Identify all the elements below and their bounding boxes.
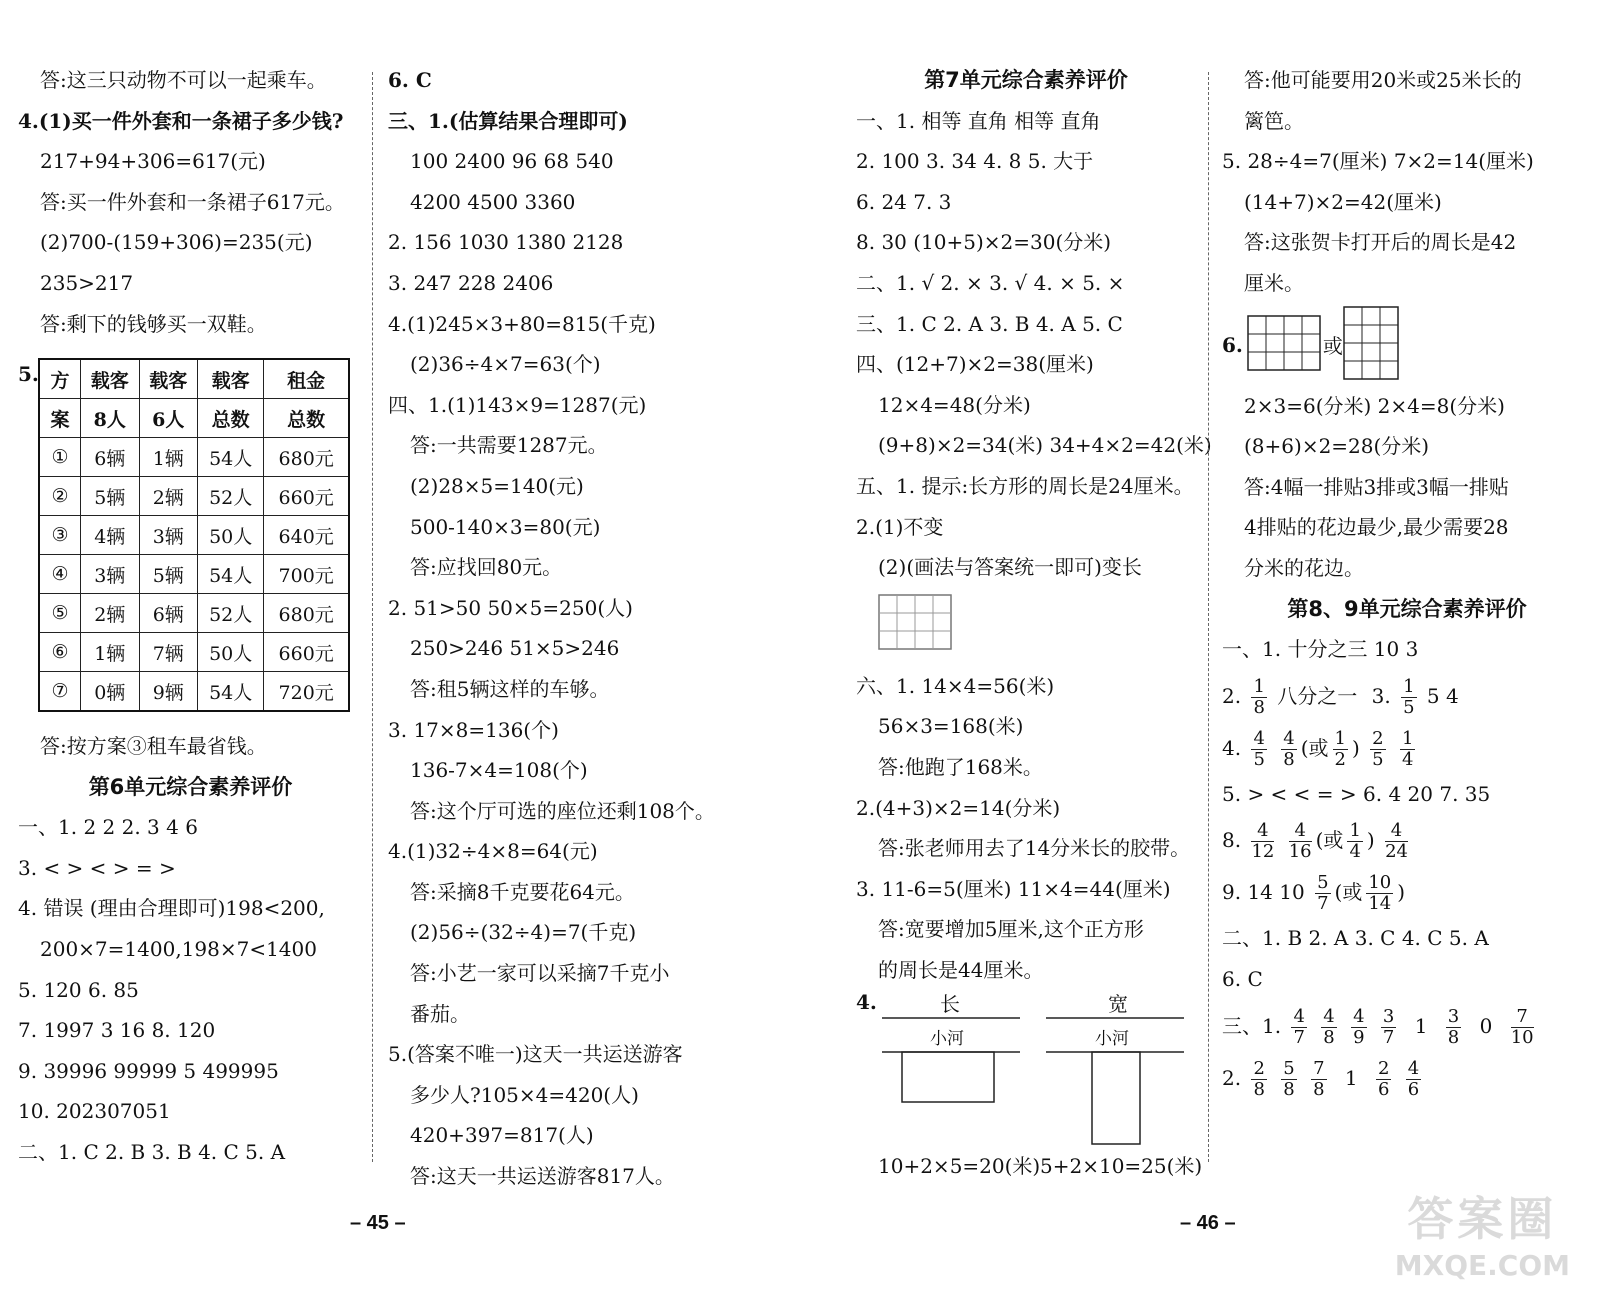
fraction: $\frac{3}{8}$ — [1447, 1005, 1460, 1048]
fraction: $\frac{4}{8}$ — [1283, 727, 1295, 770]
item-number: 9. 14 10 — [1222, 880, 1305, 905]
diagram-left-head: 长 — [940, 992, 960, 1016]
fraction-text: 八分之一 — [1277, 683, 1358, 708]
answer-line: 答:一共需要1287元。 — [410, 433, 608, 458]
river-label-right: 小河 — [1095, 1029, 1129, 1049]
fraction: $\frac{1}{5}$ — [1403, 675, 1415, 718]
answer-line: (2)700-(159+306)=235(元) — [40, 230, 313, 255]
table-cell: 680元 — [264, 438, 349, 477]
fraction: $\frac{7}{8}$ — [1313, 1057, 1325, 1100]
or-label: 或 — [1322, 334, 1343, 359]
page2-left-column — [856, 60, 1212, 990]
answer-line: 2. 156 1030 1380 2128 — [388, 230, 624, 255]
answer-line: (2)56÷(32÷4)=7(千克) — [410, 920, 637, 945]
answer-line: 四、1.(1)143×9=1287(元) — [388, 392, 647, 417]
header-cell: 载客 — [139, 359, 198, 399]
diagram-right-formula: 5+2×10=25(米) — [1040, 1154, 1203, 1178]
answer-line: 6. C — [388, 68, 432, 92]
answer-line: 5. 28÷4=7(厘米) 7×2=14(厘米) — [1222, 149, 1534, 174]
answer-line: 4排贴的花边最少,最少需要28 — [1244, 515, 1509, 540]
answer-line: 五、1. 提示:长方形的周长是24厘米。 — [856, 473, 1194, 498]
answer-line: 答:这个厅可选的座位还剩108个。 — [410, 798, 715, 823]
answer-line: 一、1. 相等 直角 相等 直角 — [856, 108, 1101, 133]
answer-line: 答:这三只动物不可以一起乘车。 — [40, 68, 327, 92]
fraction: $\frac{4}{7}$ — [1293, 1005, 1305, 1048]
answer-line: (14+7)×2=42(厘米) — [1244, 189, 1442, 214]
answer-line: 答:剩下的钱够买一双鞋。 — [40, 311, 267, 336]
fraction-line-4 — [1222, 722, 1592, 774]
fraction: $\frac{4}{5}$ — [1253, 727, 1265, 770]
answer-line: 答:张老师用去了14分米长的胶带。 — [878, 836, 1191, 861]
answer-line: 5. > < < = > 6. 4 20 7. 35 — [1222, 781, 1491, 806]
table-cell: 54人 — [198, 672, 264, 712]
answer-line: 2.(4+3)×2=14(分米) — [856, 795, 1061, 820]
answer-line: 二、1. B 2. A 3. C 4. C 5. A — [1222, 926, 1489, 951]
fraction: $\frac{1}{4}$ — [1349, 820, 1361, 863]
answer-line: 8. 30 (10+5)×2=30(分米) — [856, 230, 1112, 255]
table-cell: 50人 — [198, 516, 264, 555]
fraction: $\frac{4}{12}$ — [1251, 820, 1275, 863]
answer-line: 一、1. 2 2 2. 3 4 6 — [18, 815, 198, 840]
fraction: $\frac{1}{8}$ — [1253, 675, 1265, 718]
page1-left-column — [18, 60, 363, 344]
answer-line: 答:这张贺卡打开后的周长是42 — [1244, 230, 1517, 255]
header-cell: 案 — [39, 399, 81, 438]
item-number: 2. — [1222, 683, 1242, 708]
item-number: 2. — [1222, 1065, 1242, 1090]
table-cell: 6辆 — [81, 438, 140, 477]
answer-line: 答:应找回80元。 — [410, 555, 563, 580]
answer-text: 5 4 — [1426, 683, 1459, 708]
answer-line: 217+94+306=617(元) — [40, 149, 266, 174]
table-cell: 6辆 — [139, 594, 198, 633]
answer-line: 分米的花边。 — [1244, 555, 1364, 580]
paren: ) — [1366, 828, 1375, 853]
fraction: $\frac{2}{6}$ — [1377, 1057, 1390, 1100]
table-cell: 1辆 — [81, 633, 140, 672]
item-number: 8. — [1222, 828, 1242, 853]
answer-line: 答:他可能要用20米或25米长的 — [1244, 68, 1522, 92]
answer-line: 答:宽要增加5厘米,这个正方形 — [878, 917, 1144, 942]
header-cell: 总数 — [264, 399, 349, 438]
fraction: $\frac{1}{4}$ — [1401, 727, 1414, 770]
answer-line: 2. 51>50 50×5=250(人) — [388, 595, 633, 620]
answer-line: 多少人?105×4=420(人) — [410, 1082, 639, 1107]
question-6-grids — [1222, 304, 1592, 386]
table-cell: 54人 — [198, 438, 264, 477]
fraction: $\frac{4}{24}$ — [1385, 820, 1408, 863]
table-cell: 5辆 — [139, 555, 198, 594]
table-cell: 4辆 — [81, 516, 140, 555]
answer-line: 3. 17×8=136(个) — [388, 717, 559, 742]
table-cell: 52人 — [198, 594, 264, 633]
answer-text: 1 — [1344, 1065, 1358, 1090]
fraction: $\frac{4}{6}$ — [1407, 1057, 1420, 1100]
answer-line: 6. 24 7. 3 — [856, 189, 952, 214]
answer-text: 0 — [1479, 1013, 1493, 1038]
table-row — [39, 555, 349, 594]
question-6-label: 6. — [1222, 332, 1243, 357]
table-cell: 680元 — [264, 594, 349, 633]
answer-line: 的周长是44厘米。 — [878, 957, 1044, 982]
answer-line: (9+8)×2=34(米) 34+4×2=42(米) — [878, 433, 1212, 458]
table-cell: 720元 — [264, 672, 349, 712]
answer-line: 答:他跑了168米。 — [878, 754, 1043, 779]
table-cell: 9辆 — [139, 672, 198, 712]
table-cell: 3辆 — [139, 516, 198, 555]
table-row — [39, 672, 349, 712]
answer-line: (2)36÷4×7=63(个) — [410, 352, 601, 377]
table-cell: 2辆 — [139, 477, 198, 516]
table-cell: 54人 — [198, 555, 264, 594]
page-number-right: – 46 – — [1180, 1212, 1236, 1234]
answer-line: 答:这天一共运送游客817人。 — [410, 1164, 675, 1189]
or-text: (或 — [1334, 880, 1363, 905]
page-number-left: – 45 – — [350, 1212, 406, 1234]
fraction: $\frac{5}{7}$ — [1317, 872, 1329, 915]
answer-line: 二、1. √ 2. × 3. √ 4. × 5. × — [856, 270, 1125, 295]
unit7-title: 第7单元综合素养评价 — [924, 68, 1128, 92]
answer-line: 420+397=817(人) — [410, 1123, 594, 1148]
answer-line: 答:买一件外套和一条裙子617元。 — [40, 189, 345, 214]
table-cell: ④ — [39, 555, 81, 594]
table-cell: 0辆 — [81, 672, 140, 712]
table-row — [39, 594, 349, 633]
river-fence-diagram — [880, 1016, 1200, 1156]
answer-text: 1 — [1414, 1013, 1428, 1038]
answer-line: 三、1.(估算结果合理即可) — [388, 108, 628, 133]
answer-line: 10. 202307051 — [18, 1099, 171, 1124]
answer-line: 3. 11-6=5(厘米) 11×4=44(厘米) — [856, 876, 1171, 901]
table-cell: ⑤ — [39, 594, 81, 633]
answer-line: 2×3=6(分米) 2×4=8(分米) — [1244, 393, 1505, 418]
table-cell: ① — [39, 438, 81, 477]
table-cell: 1辆 — [139, 438, 198, 477]
unit89-title: 第8、9单元综合素养评价 — [1287, 596, 1527, 621]
answer-line: 12×4=48(分米) — [878, 392, 1031, 417]
table-cell: 50人 — [198, 633, 264, 672]
table-row — [39, 438, 349, 477]
answer-line: 3. 247 228 2406 — [388, 270, 554, 295]
river-label-left: 小河 — [930, 1029, 964, 1049]
table-cell: ⑥ — [39, 633, 81, 672]
answer-line: 5.(答案不唯一)这天一共运送游客 — [388, 1042, 683, 1067]
fraction: $\frac{1}{2}$ — [1334, 727, 1346, 770]
table-cell: ⑦ — [39, 672, 81, 712]
answer-line: 136-7×4=108(个) — [410, 758, 588, 783]
table-cell: 5辆 — [81, 477, 140, 516]
answer-line: 5. 120 6. 85 — [18, 977, 139, 1002]
answer-line: 三、1. C 2. A 3. B 4. A 5. C — [856, 311, 1123, 336]
fraction-line-8 — [1222, 814, 1592, 866]
paren: ) — [1351, 735, 1360, 760]
fraction: $\frac{10}{14}$ — [1368, 872, 1392, 915]
table-cell: 52人 — [198, 477, 264, 516]
item-number: 3. — [1371, 683, 1391, 708]
page2-right-column — [1222, 60, 1592, 1104]
question-5-label: 5. — [18, 362, 39, 386]
answer-line: 2. 100 3. 34 4. 8 5. 大于 — [856, 149, 1094, 174]
column-divider — [1208, 72, 1209, 1162]
table-cell: 660元 — [264, 477, 349, 516]
fraction: $\frac{3}{7}$ — [1382, 1005, 1395, 1048]
answer-line: 200×7=1400,198×7<1400 — [40, 936, 317, 961]
or-text: (或 — [1300, 735, 1329, 760]
fraction-line-2 — [1222, 670, 1592, 722]
answer-line: 六、1. 14×4=56(米) — [856, 673, 1055, 698]
table-cell: ③ — [39, 516, 81, 555]
table-header-row — [39, 399, 349, 438]
table-cell: 660元 — [264, 633, 349, 672]
header-cell: 租金 — [264, 359, 349, 399]
table-header-row — [39, 359, 349, 399]
table-row — [39, 633, 349, 672]
answer-line: 一、1. 十分之三 10 3 — [1222, 637, 1419, 662]
table-cell: 7辆 — [139, 633, 198, 672]
header-cell: 载客 — [198, 359, 264, 399]
watermark-text: 答案圈 — [1407, 1192, 1558, 1246]
table-cell: 2辆 — [81, 594, 140, 633]
answer-line: 4200 4500 3360 — [410, 189, 576, 214]
fraction: $\frac{4}{16}$ — [1288, 820, 1312, 863]
item-number: 三、1. — [1222, 1013, 1282, 1038]
grid-figure — [878, 594, 954, 654]
header-cell: 8人 — [81, 399, 140, 438]
table-cell: ② — [39, 477, 81, 516]
header-cell: 6人 — [139, 399, 198, 438]
answer-line: 4. 错误 (理由合理即可)198<200, — [18, 896, 325, 921]
table-row — [39, 516, 349, 555]
question-line: 4.(1)买一件外套和一条裙子多少钱? — [18, 108, 344, 133]
question-4-label: 4. — [856, 990, 877, 1014]
header-cell: 方 — [39, 359, 81, 399]
watermark-url: MXQE.COM — [1394, 1249, 1570, 1282]
fraction-line-san1 — [1222, 1000, 1592, 1052]
fraction: $\frac{7}{10}$ — [1510, 1005, 1534, 1048]
header-cell: 总数 — [198, 399, 264, 438]
fraction: $\frac{4}{8}$ — [1323, 1005, 1335, 1048]
grid-4x3 — [1247, 315, 1323, 375]
answer-line: 56×3=168(米) — [878, 714, 1024, 739]
unit6-title: 第6单元综合素养评价 — [88, 774, 293, 799]
paren: ) — [1397, 880, 1406, 905]
table-cell: 640元 — [264, 516, 349, 555]
answer-line: 厘米。 — [1244, 270, 1304, 295]
answer-line: (8+6)×2=28(分米) — [1244, 434, 1430, 459]
answer-line: 4.(1)245×3+80=815(千克) — [388, 311, 656, 336]
answer-line: 答:小艺一家可以采摘7千克小 — [410, 961, 670, 986]
answer-line: 100 2400 96 68 540 — [410, 149, 614, 174]
answer-line: 篱笆。 — [1244, 108, 1304, 133]
answer-line: 235>217 — [40, 270, 134, 295]
answer-line: 答:4幅一排贴3排或3幅一排贴 — [1244, 474, 1509, 499]
answer-line: 番茄。 — [410, 1001, 470, 1026]
answer-line: 二、1. C 2. B 3. B 4. C 5. A — [18, 1139, 286, 1164]
grid-3x4 — [1343, 306, 1401, 384]
header-cell: 载客 — [81, 359, 140, 399]
table-row — [39, 477, 349, 516]
grid-drawing-3x4 — [856, 588, 1196, 666]
answer-line: 9. 39996 99999 5 499995 — [18, 1058, 279, 1083]
or-text: (或 — [1315, 828, 1344, 853]
page1-right-column — [388, 60, 748, 1197]
diagram-right-head: 宽 — [1108, 992, 1128, 1016]
answer-line: 四、(12+7)×2=38(厘米) — [856, 352, 1094, 377]
answer-line: 4.(1)32÷4×8=64(元) — [388, 839, 598, 864]
fraction-line-9 — [1222, 866, 1592, 918]
column-divider — [372, 72, 373, 1162]
answer-line: 250>246 51×5>246 — [410, 636, 620, 661]
fraction: $\frac{2}{5}$ — [1372, 727, 1384, 770]
table-cell: 700元 — [264, 555, 349, 594]
answer-line: 6. C — [1222, 966, 1263, 991]
answer-line: 2.(1)不变 — [856, 514, 944, 539]
fraction: $\frac{2}{8}$ — [1253, 1057, 1265, 1100]
page1-left-lower — [18, 726, 363, 1173]
fraction: $\frac{4}{9}$ — [1353, 1005, 1365, 1048]
rental-plan-table — [38, 358, 350, 712]
item-number: 4. — [1222, 735, 1242, 760]
fraction-line-san2 — [1222, 1052, 1592, 1104]
answer-line: 7. 1997 3 16 8. 120 — [18, 1018, 216, 1043]
answer-line: 答:按方案③租车最省钱。 — [40, 734, 267, 758]
watermark-logo — [1395, 1183, 1570, 1282]
answer-line: 3. < > < > = > — [18, 855, 176, 880]
answer-line: (2)(画法与答案统一即可)变长 — [878, 555, 1142, 580]
table-cell: 3辆 — [81, 555, 140, 594]
answer-line: 500-140×3=80(元) — [410, 514, 601, 539]
answer-line: (2)28×5=140(元) — [410, 473, 584, 498]
diagram-left-formula: 10+2×5=20(米) — [878, 1154, 1041, 1178]
fraction: $\frac{5}{8}$ — [1283, 1057, 1295, 1100]
answer-line: 答:租5辆这样的车够。 — [410, 676, 610, 701]
answer-line: 答:采摘8千克要花64元。 — [410, 879, 635, 904]
